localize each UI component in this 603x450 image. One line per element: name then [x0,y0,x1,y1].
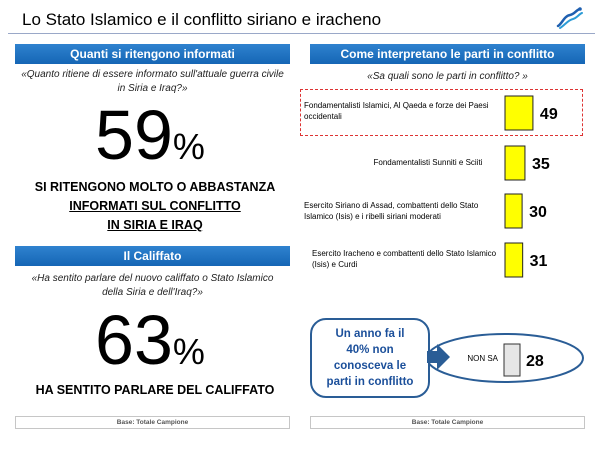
informed-caption-line3: IN SIRIA E IRAQ [107,218,203,232]
party-label-3: Esercito Siriano di Assad, combattenti dello Stato Islamico (Isis) e i ribelli siriani moderati [304,201,479,221]
party-label-2: Fondamentalisti Sunniti e Sciiti [373,158,483,167]
party-label-4: Esercito Iracheno e combattenti dello Stato Islamico (Isis) e Curdi [312,249,497,269]
parties-header: Come interpretano le parti in conflitto [310,44,585,64]
bar-value-label-3: 30 [529,204,547,221]
base-note-right: Base: Totale Campione [310,416,585,429]
bar-value-label-4: 31 [529,253,548,270]
last-year-callout [310,318,430,398]
informed-header: Quanti si ritengono informati [15,44,290,64]
informed-percentage [15,96,285,174]
caliphate-header: Il Califfato [15,246,290,266]
page-title: Lo Stato Islamico e il conflitto siriano e iracheno [22,10,382,29]
caliphate-question: «Ha sentito parlare del nuovo califfato o Stato Islamico della Siria e dell'Iraq?» [31,273,274,298]
nonsa-label: NON SA [467,354,498,363]
publisher-logo-icon [554,6,584,30]
bar-2 [505,146,525,180]
caliphate-unit: % [172,331,205,372]
informed-question: «Quanto ritiene di essere informato sull'attuale guerra civile in Siria e Iraq?» [21,69,284,94]
caliphate-value: 63 [95,301,173,379]
informed-value: 59 [95,96,173,174]
arrow-right-icon [427,343,451,371]
caliphate-percentage [15,301,285,379]
bar-3 [505,194,522,228]
informed-caption-line2: INFORMATI SUL CONFLITTO [69,199,241,213]
informed-unit: % [172,126,205,167]
callout-line2: 40% non [346,344,394,356]
callout-line3: conosceva le [333,360,407,372]
bar-4 [505,243,523,277]
informed-caption-line1: SI RITENGONO MOLTO O ABBASTANZA [34,180,276,194]
title-divider [8,33,595,34]
callout-line1: Un anno fa il [335,328,405,340]
bar-value-label-nonsa: 28 [526,353,544,370]
bar-value-label-2: 35 [531,156,550,173]
caliphate-caption: HA SENTITO PARLARE DEL CALIFFATO [35,383,275,397]
bar-value-label-1: 49 [539,106,558,123]
base-note-left: Base: Totale Campione [15,416,290,429]
parties-question: «Sa quali sono le parti in conflitto? » [367,71,528,82]
party-label-1: Fondamentalisti Islamici, Al Qaeda e forze dei Paesi occidentali [304,101,489,121]
callout-line4: parti in conflitto [326,376,414,388]
bar-nonsa [504,344,520,376]
informed-caption [15,178,295,235]
